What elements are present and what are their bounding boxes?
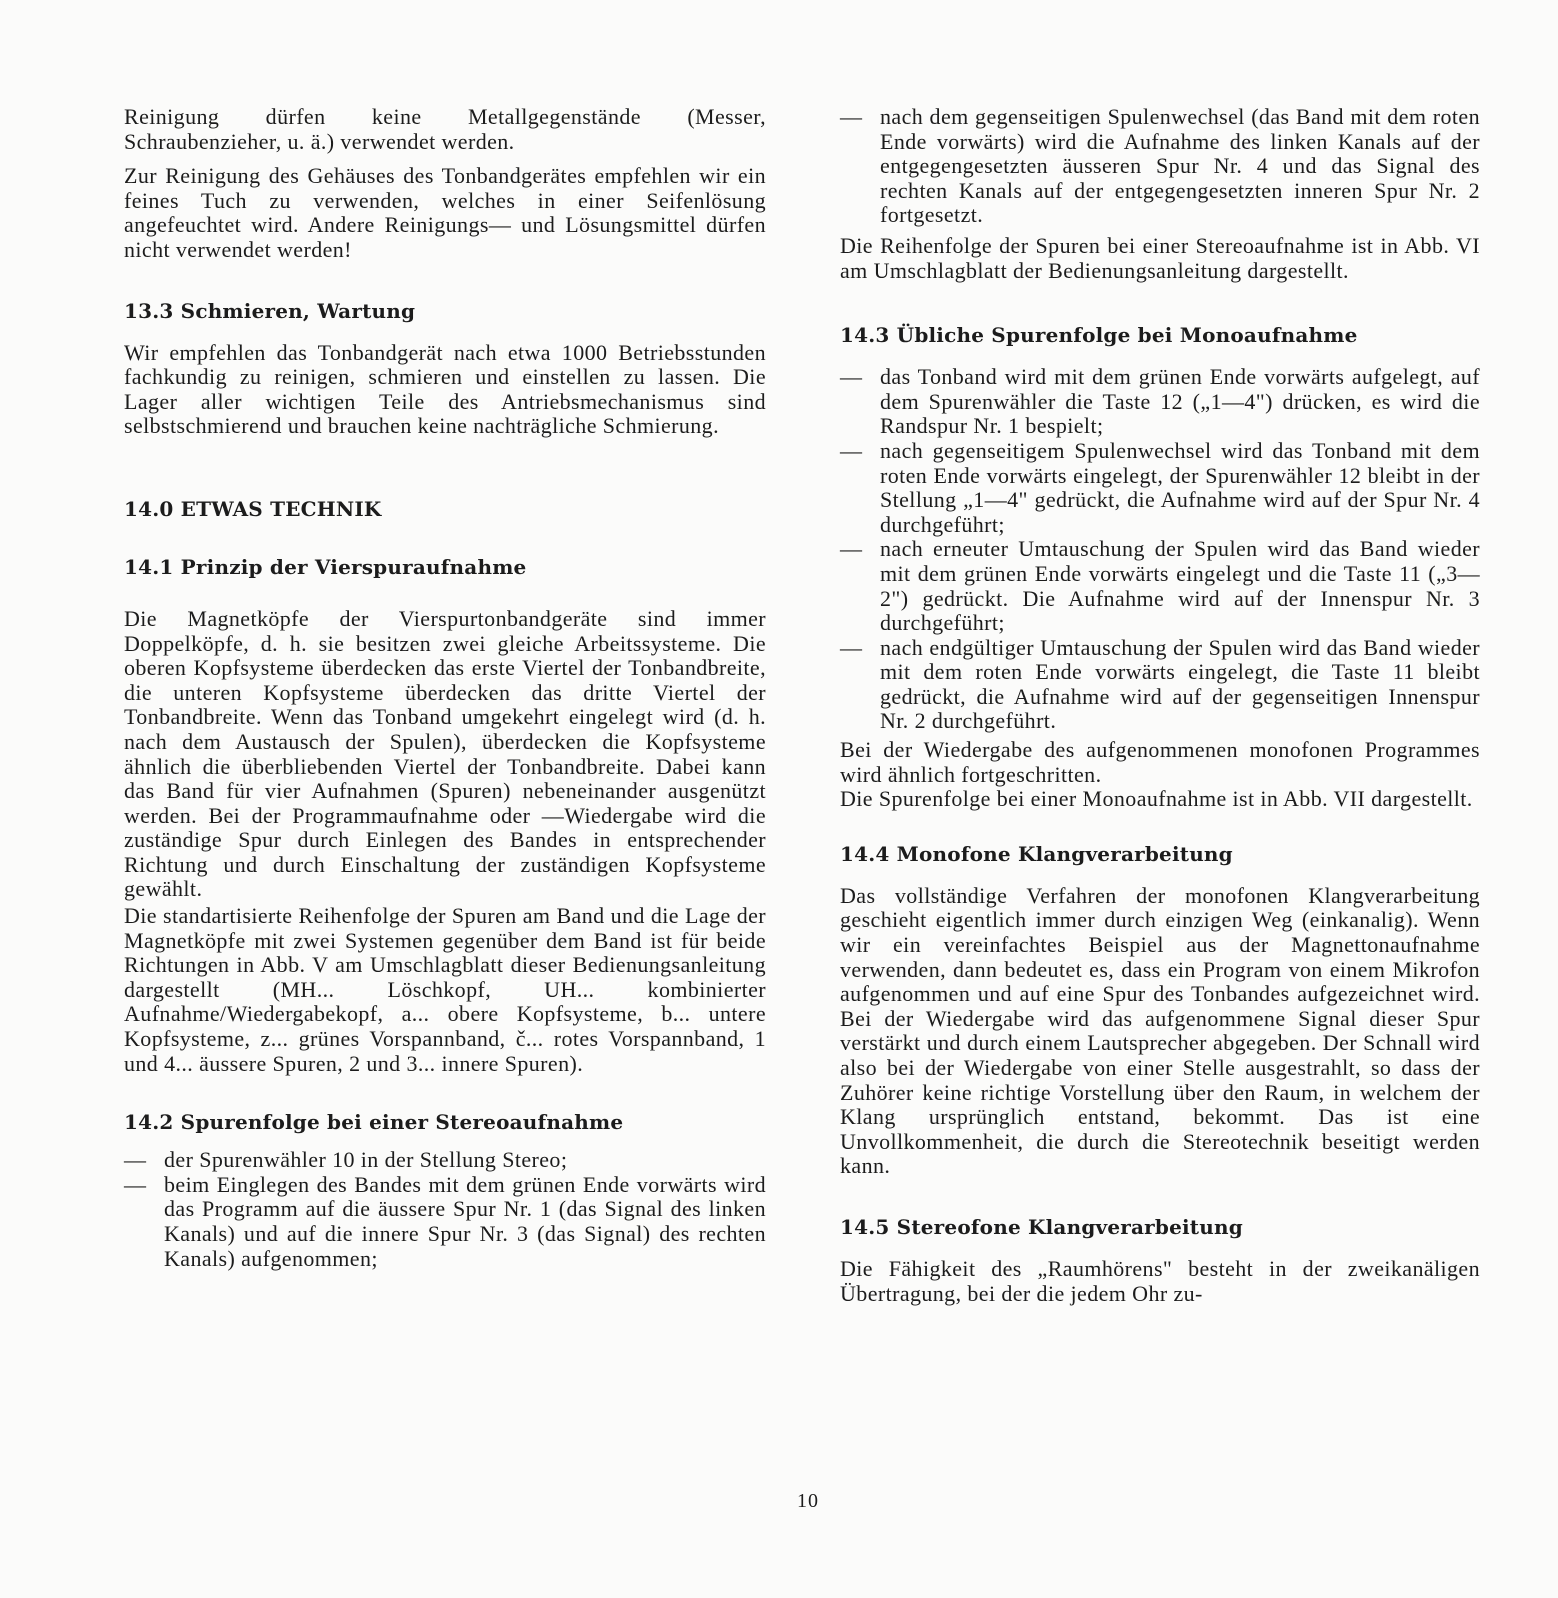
- section-heading: 14.1 Prinzip der Vierspuraufnahme: [124, 554, 527, 579]
- chapter-heading: 14.0 ETWAS TECHNIK: [124, 496, 382, 521]
- list-item: — nach endgültiger Umtauschung der Spulen wird das Band wieder mit dem roten Ende vorwärts eingelegt, die Taste 11 bleibt gedrückt, die Aufnahme wird auf der gegenseitigen Innenspur Nr. 2 durchgeführt.: [840, 636, 1480, 734]
- section-heading: 14.3 Übliche Spurenfolge bei Monoaufnahme: [840, 323, 1358, 348]
- paragraph: Die standartisierte Reihenfolge der Spuren am Band und die Lage der Magnetköpfe mit zwei Systemen gegenüber dem Band ist für beide Richtungen in Abb. V am Umschlagblatt dieser Bedienungsanleitung dargestellt (MH... Löschkopf, UH... kombinierter Aufnahme/Wiedergabekopf, a... obere Kopfsysteme, b... untere Kopfsysteme, z... grünes Vorspannband, č... rotes Vorspannband, 1 und 4... äussere Spuren, 2 und 3... innere Spuren).: [124, 903, 766, 1076]
- list-item: — nach dem gegenseitigen Spulenwechsel (das Band mit dem roten Ende vorwärts) wird die Aufnahme des linken Kanals auf der entgegengesetzten äusseren Spur Nr. 4 und das Signal des rechten Kanals auf der entgegengesetzten inneren Spur Nr. 2 fortgesetzt.: [840, 105, 1480, 228]
- paragraph: Die Spurenfolge bei einer Monoaufnahme ist in Abb. VII dargestellt.: [840, 786, 1473, 812]
- section-heading: 14.5 Stereofone Klangverarbeitung: [840, 1214, 1243, 1239]
- left-column: [124, 105, 766, 1281]
- paragraph: Bei der Wiedergabe des aufgenommenen monofonen Programmes wird ähnlich fortgeschritten.: [840, 737, 1480, 787]
- paragraph: Wir empfehlen das Tonbandgerät nach etwa 1000 Betriebsstunden fachkundig zu reinigen, schmieren und einstellen zu lassen. Die Lager aller wichtigen Teile des Antriebsmechanismus sind selbstschmierend und brauchen keine nachträgliche Schmierung.: [124, 339, 766, 439]
- paragraph: Die Magnetköpfe der Vierspurtonbandgeräte sind immer Doppelköpfe, d. h. sie besitzen zwei gleiche Arbeitssysteme. Die oberen Kopfsysteme überdecken das erste Viertel der Tonbandbreite, die unteren Kopfsysteme überdecken das dritte Viertel der Tonbandbreite. Wenn das Tonband umgekehrt eingelegt wird (d. h. nach dem Austausch der Spulen), überdecken die Kopfsysteme ähnlich die überbliebenden Viertel der Tonbandbreite. Dabei kann das Band für vier Aufnahmen (Spuren) nebeneinander ausgenützt werden. Bei der Programmaufnahme oder —Wiedergabe wird die zuständige Spur durch Einlegen des Bandes in entsprechender Richtung und durch Einschaltung der zuständigen Kopfsysteme gewählt.: [124, 605, 766, 902]
- list-item: — das Tonband wird mit dem grünen Ende vorwärts aufgelegt, auf dem Spurenwähler die Taste 12 („1—4") drücken, es wird die Randspur Nr. 1 bespielt;: [840, 365, 1480, 439]
- section-heading: 14.2 Spurenfolge bei einer Stereoaufnahme: [124, 1110, 624, 1135]
- paragraph: Reinigung dürfen keine Metallgegenstände (Messer, Schraubenzieher, u. ä.) verwendet werden.: [124, 104, 766, 154]
- section-heading: 13.3 Schmieren, Wartung: [124, 298, 416, 323]
- track-order-list: [840, 105, 1480, 228]
- paragraph: Die Reihenfolge der Spuren bei einer Stereoaufnahme ist in Abb. VI am Umschlagblatt der Bedienungsanleitung dargestellt.: [840, 232, 1480, 283]
- paragraph: Die Fähigkeit des „Raumhörens" besteht in der zweikanäligen Übertragung, bei der die jedem Ohr zu-: [840, 1255, 1480, 1306]
- list-item: — nach erneuter Umtauschung der Spulen wird das Band wieder mit dem grünen Ende vorwärts eingelegt und die Taste 11 („3—2") gedrückt. Die Aufnahme wird auf der Innenspur Nr. 3 durchgeführt;: [840, 537, 1480, 635]
- track-order-list: [124, 1148, 766, 1271]
- section-heading: 14.4 Monofone Klangverarbeitung: [840, 841, 1233, 866]
- paragraph: Das vollständige Verfahren der monofonen Klangverarbeitung geschieht eigentlich immer durch einzigen Weg (einkanalig). Wenn wir ein vereinfachtes Beispiel aus der Magnettonaufnahme verwenden, dann bedeutet es, dass ein Program von einem Mikrofon aufgenommen und auf eine Spur des Tonbandes aufgezeichnet wird. Bei der Wiedergabe wird das aufgenommene Signal dieser Spur verstärkt und durch einem Lautsprecher abgegeben. Der Schnall wird also bei der Wiedergabe von einer Stelle ausgestrahlt, so dass der Zuhörer keine richtige Vorstellung über den Raum, in welchem der Klang ursprünglich entstand, bekommt. Das ist eine Unvollkommenheit, die durch die Stereotechnik beseitigt werden kann.: [840, 882, 1480, 1179]
- page-number: 10: [797, 1490, 819, 1512]
- list-item: — beim Einglegen des Bandes mit dem grünen Ende vorwärts wird das Programm auf die äussere Spur Nr. 1 (das Signal des linken Kanals) und auf die innere Spur Nr. 3 (das Signal) des rechten Kanals) aufgenommen;: [124, 1173, 766, 1271]
- list-item: — nach gegenseitigem Spulenwechsel wird das Tonband mit dem roten Ende vorwärts eingelegt, der Spurenwähler 12 bleibt in der Stellung „1—4" gedrückt, die Aufnahme wird auf der Spur Nr. 4 durchgeführt;: [840, 439, 1480, 537]
- list-item: — der Spurenwähler 10 in der Stellung Stereo;: [124, 1148, 766, 1173]
- paragraph: Zur Reinigung des Gehäuses des Tonbandgerätes empfehlen wir ein feines Tuch zu verwenden, welches in einer Seifenlösung angefeuchtet wird. Andere Reinigungs— und Lösungsmittel dürfen nicht verwendet werden!: [124, 163, 766, 262]
- right-column: [840, 105, 1480, 1318]
- mono-track-list: [840, 365, 1480, 734]
